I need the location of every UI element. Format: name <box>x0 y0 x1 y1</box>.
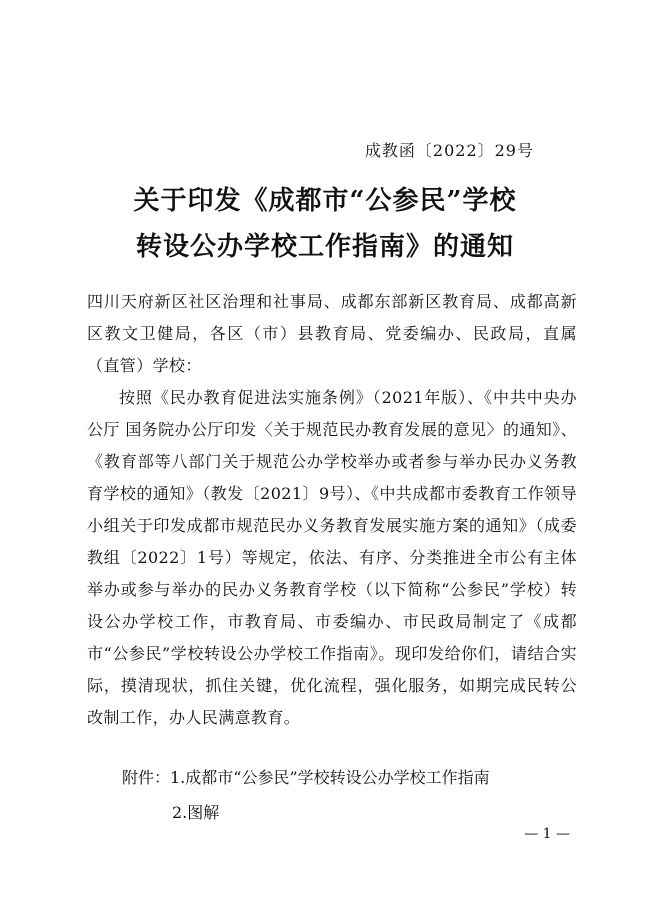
body-paragraph: 按照《民办教育促进法实施条例》（2021年版）、《中共中央办公厅 国务院办公厅印发〈关于规范民办教育发展的意见〉的通知》、《教育部等八部门关于规范公办学校举办或者参与举办民办义务教育学校的通知》（教发〔2021〕9号）、《中共成都市委教育工作领导小组关于印发成都市规范民办义务教育发展实施方案的通知》（成委教组〔2022〕1号）等规定，依法、有序、分类推进全市公有主体举办或参与举办的民办义务教育学校（以下简称“公参民”学校）转设公办学校工作，市教育局、市委编办、市民政局制定了《成都市“公参民”学校转设公办学校工作指南》。现印发给你们，请结合实际，摸清现状，抓住关键，优化流程，强化服务，如期完成民转公改制工作，办人民满意教育。 <box>87 388 577 727</box>
page-number: — 1 — <box>524 826 570 842</box>
document-title-line-2: 转设公办学校工作指南》的通知 <box>135 232 514 262</box>
document-title-line-1: 关于印发《成都市“公参民”学校 <box>133 186 517 216</box>
document-number: 成教函〔2022〕29号 <box>364 141 534 160</box>
recipients-paragraph: 四川天府新区社区治理和社事局、成都东部新区教育局、成都高新区教文卫健局，各区（市）县教育局、党委编办、民政局，直属（直管）学校： <box>87 292 577 375</box>
attachment-item-2: 2.图解 <box>172 803 220 822</box>
attachment-item-1: 附件：1.成都市“公参民”学校转设公办学校工作指南 <box>122 768 490 787</box>
